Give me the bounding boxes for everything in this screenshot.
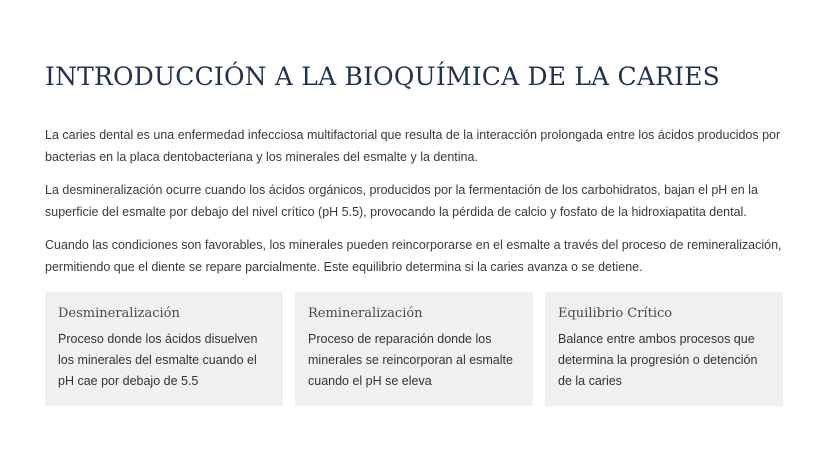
card-remineralization <box>295 292 533 406</box>
paragraph-caries-definition: La caries dental es una enfermedad infecciosa multifactorial que resulta de la interacción prolongada entre los ácidos producidos por bacterias en la placa dentobacteriana y los minerales del esmalte y la dentina. <box>45 128 781 164</box>
card-title: Desmineralización <box>58 306 180 321</box>
card-demineralization <box>45 292 283 406</box>
concept-cards <box>45 292 783 406</box>
card-body: Proceso de reparación donde los minerales se reincorporan al esmalte cuando el pH se eleva <box>308 332 513 388</box>
card-critical-balance <box>545 292 783 406</box>
page-title: INTRODUCCIÓN A LA BIOQUÍMICA DE LA CARIES <box>45 62 720 91</box>
paragraph-remineralization: Cuando las condiciones son favorables, los minerales pueden reincorporarse en el esmalte a través del proceso de remineralización, permitiendo que el diente se repare parcialmente. Este equilibrio determina si la caries avanza o se detiene. <box>45 238 782 274</box>
card-title: Remineralización <box>308 306 423 321</box>
card-body: Balance entre ambos procesos que determina la progresión o detención de la caries <box>558 332 758 388</box>
intro-text <box>45 124 785 289</box>
paragraph-demineralization: La desmineralización ocurre cuando los ácidos orgánicos, producidos por la fermentación de los carbohidratos, bajan el pH en la superficie del esmalte por debajo del nivel crítico (pH 5.5), provocando la pérdida de calcio y fosfato de la hidroxiapatita dental. <box>45 183 758 219</box>
card-body: Proceso donde los ácidos disuelven los minerales del esmalte cuando el pH cae por debajo de 5.5 <box>58 332 258 388</box>
card-title: Equilibrio Crítico <box>558 306 673 321</box>
